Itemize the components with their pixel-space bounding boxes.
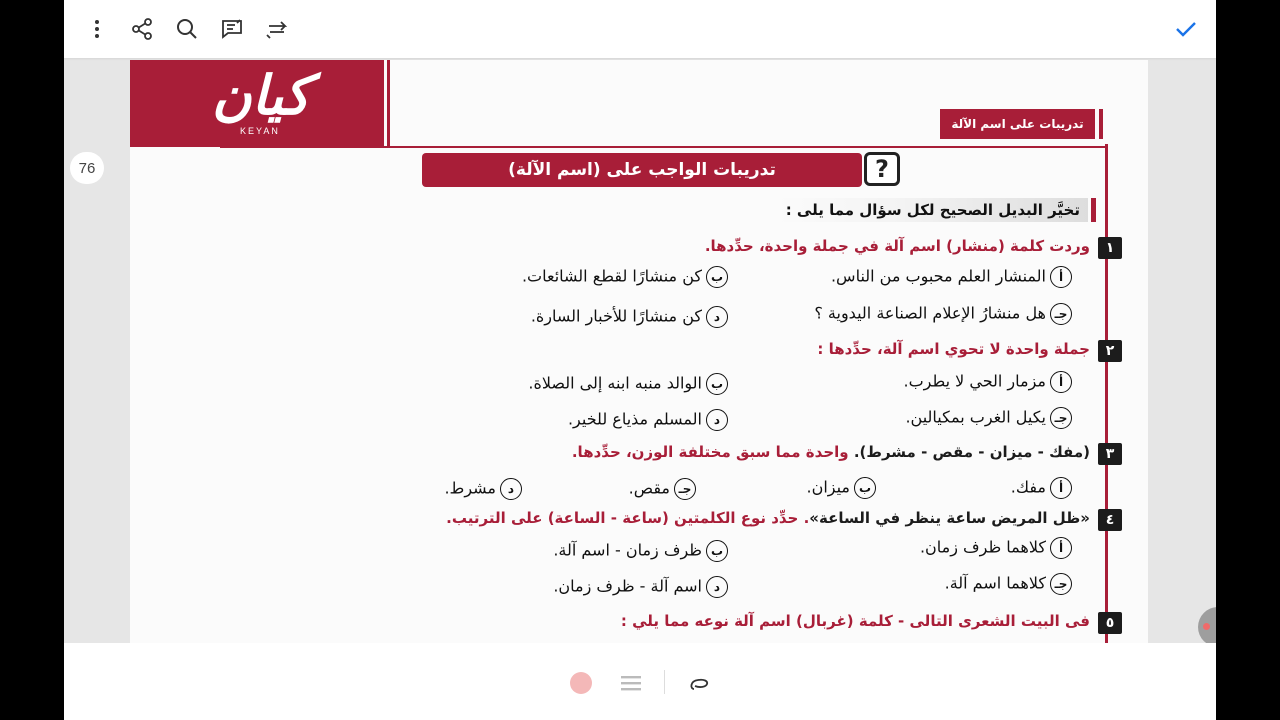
redo-icon[interactable] [263, 15, 291, 43]
checkmark-icon[interactable] [1172, 15, 1200, 43]
option-b[interactable]: بظرف زمان - اسم آلة. [553, 540, 728, 562]
question-number: ٤ [1098, 509, 1122, 531]
question-number: ٥ [1098, 612, 1122, 634]
option-d[interactable]: داسم آلة - ظرف زمان. [553, 576, 728, 598]
divider [664, 670, 665, 694]
question-mark-icon: ? [864, 152, 900, 186]
option-c[interactable]: جـكلاهما اسم آلة. [945, 573, 1072, 595]
question-text: (مفك - ميزان - مقص - مشرط). واحدة مما سبق مختلفة الوزن، حدِّدها. [571, 443, 1090, 461]
page-number: 76 [70, 152, 104, 184]
option-a[interactable]: أمفك. [1011, 477, 1072, 499]
option-b[interactable]: بالوالد منبه ابنه إلى الصلاة. [528, 373, 728, 395]
option-d[interactable]: دالمسلم مذياع للخير. [568, 409, 728, 431]
scroll-handle[interactable] [1198, 607, 1216, 647]
viewer-frame [64, 0, 1216, 720]
question-text: فى البيت الشعرى التالى - كلمة (غربال) اسم آلة نوعه مما يلي : [620, 612, 1090, 630]
share-icon[interactable] [128, 15, 156, 43]
top-toolbar [64, 0, 1216, 58]
question-number: ٢ [1098, 340, 1122, 362]
document-page [130, 60, 1148, 643]
question-text: «ظل المريض ساعة ينظر في الساعة». حدِّد نوع الكلمتين (ساعة - الساعة) على الترتيب. [446, 509, 1090, 527]
question-text: جملة واحدة لا تحوي اسم آلة، حدِّدها : [817, 340, 1090, 358]
more-vertical-icon[interactable] [83, 15, 111, 43]
comment-icon[interactable] [218, 15, 246, 43]
option-d[interactable]: دكن منشارًا للأخبار السارة. [531, 306, 728, 328]
logo-text: كيان [212, 63, 311, 127]
question-number: ١ [1098, 237, 1122, 259]
menu-icon[interactable] [621, 674, 641, 692]
option-b[interactable]: بكن منشارًا لقطع الشائعات. [522, 266, 728, 288]
option-a[interactable]: أكلاهما ظرف زمان. [920, 537, 1072, 559]
question-number: ٣ [1098, 443, 1122, 465]
option-c[interactable]: جـمقص. [629, 478, 696, 500]
section-title: تدريبات الواجب على (اسم الآلة) [422, 153, 862, 187]
brand-logo [130, 60, 384, 147]
instruction-text: تخيَّر البديل الصحيح لكل سؤال مما يلى : [778, 198, 1088, 222]
option-a[interactable]: أمزمار الحي لا يطرب. [904, 371, 1073, 393]
option-d[interactable]: دمشرط. [444, 478, 522, 500]
divider [1105, 144, 1108, 643]
topic-tag: تدريبات على اسم الآلة [940, 109, 1095, 139]
pen-color-icon[interactable] [570, 672, 592, 694]
logo-subtitle: KEYAN [240, 126, 280, 136]
option-a[interactable]: أالمنشار العلم محبوب من الناس. [831, 266, 1072, 288]
option-c[interactable]: جـيكيل الغرب بمكيالين. [905, 407, 1072, 429]
question-text: وردت كلمة (منشار) اسم آلة في جملة واحدة، حدِّدها. [704, 237, 1090, 255]
bottom-toolbar [64, 643, 1216, 720]
option-b[interactable]: بميزان. [806, 477, 876, 499]
option-c[interactable]: جـهل منشارُ الإعلام الصناعة اليدوية ؟ [814, 303, 1072, 325]
lasso-icon[interactable] [688, 673, 712, 693]
search-icon[interactable] [173, 15, 201, 43]
divider [220, 146, 1108, 148]
